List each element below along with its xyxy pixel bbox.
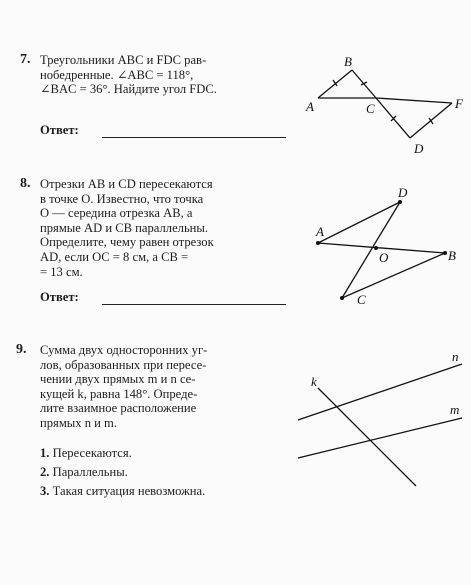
- label-C: C: [366, 101, 375, 116]
- problem-9-number: 9.: [16, 342, 27, 357]
- label-O: O: [379, 250, 389, 265]
- label-A: A: [306, 99, 314, 114]
- line-m: [298, 418, 462, 458]
- line-k: [318, 388, 416, 486]
- problem-7-line-3: ∠BAC = 36°. Найдите угол FDC.: [40, 82, 217, 97]
- option-1-text: Пересекаются.: [52, 446, 132, 460]
- problem-7-answer-label: Ответ:: [40, 123, 79, 137]
- problem-9-line: кущей k, равна 148°. Опреде-: [40, 386, 198, 401]
- problem-9-line: Сумма двух односторонних уг-: [40, 343, 208, 357]
- label-B: B: [448, 248, 456, 263]
- problem-9-line: прямых n и m.: [40, 415, 117, 430]
- problem-8-line: Определите, чему равен отрезок: [40, 235, 214, 250]
- label-n: n: [452, 349, 459, 364]
- label-B: B: [344, 54, 352, 69]
- problem-8-line: в точке O. Известно, что точка: [40, 191, 204, 206]
- problem-8-line: AD, если OC = 8 см, а CB =: [40, 249, 189, 264]
- problem-8-line: прямые AD и CB параллельны.: [40, 220, 209, 235]
- problem-7-line-2: нобедренные. ∠ABC = 118°,: [40, 67, 194, 82]
- problem-8-line: O — середина отрезка AB, а: [40, 206, 193, 221]
- problem-7-line-1: Треугольники ABC и FDC рав-: [40, 53, 207, 67]
- problem-8-line: = 13 см.: [40, 264, 83, 279]
- label-D: D: [398, 185, 408, 200]
- label-A: A: [316, 224, 324, 239]
- problem-8-number: 8.: [20, 176, 31, 191]
- problem-9-line: чении двух прямых m и n се-: [40, 372, 196, 387]
- problem-9-line: лите взаимное расположение: [40, 401, 197, 416]
- label-F: F: [455, 96, 463, 111]
- option-3-text: Такая ситуация невозможна.: [52, 484, 206, 498]
- problem-9-line: лов, образованных при пересе-: [40, 357, 207, 372]
- label-m: m: [450, 402, 460, 417]
- problem-8-line: Отрезки AB и CD пересекаются: [40, 177, 213, 191]
- label-C: C: [357, 292, 366, 307]
- label-D: D: [414, 141, 424, 156]
- label-k: k: [311, 374, 317, 389]
- option-1-number: 1.: [40, 446, 50, 460]
- problem-7-number: 7.: [20, 52, 31, 67]
- problem-8-answer-label: Ответ:: [40, 290, 79, 304]
- option-2-text: Параллельны.: [52, 465, 128, 479]
- option-2-number: 2.: [40, 465, 50, 479]
- option-3-number: 3.: [40, 484, 50, 498]
